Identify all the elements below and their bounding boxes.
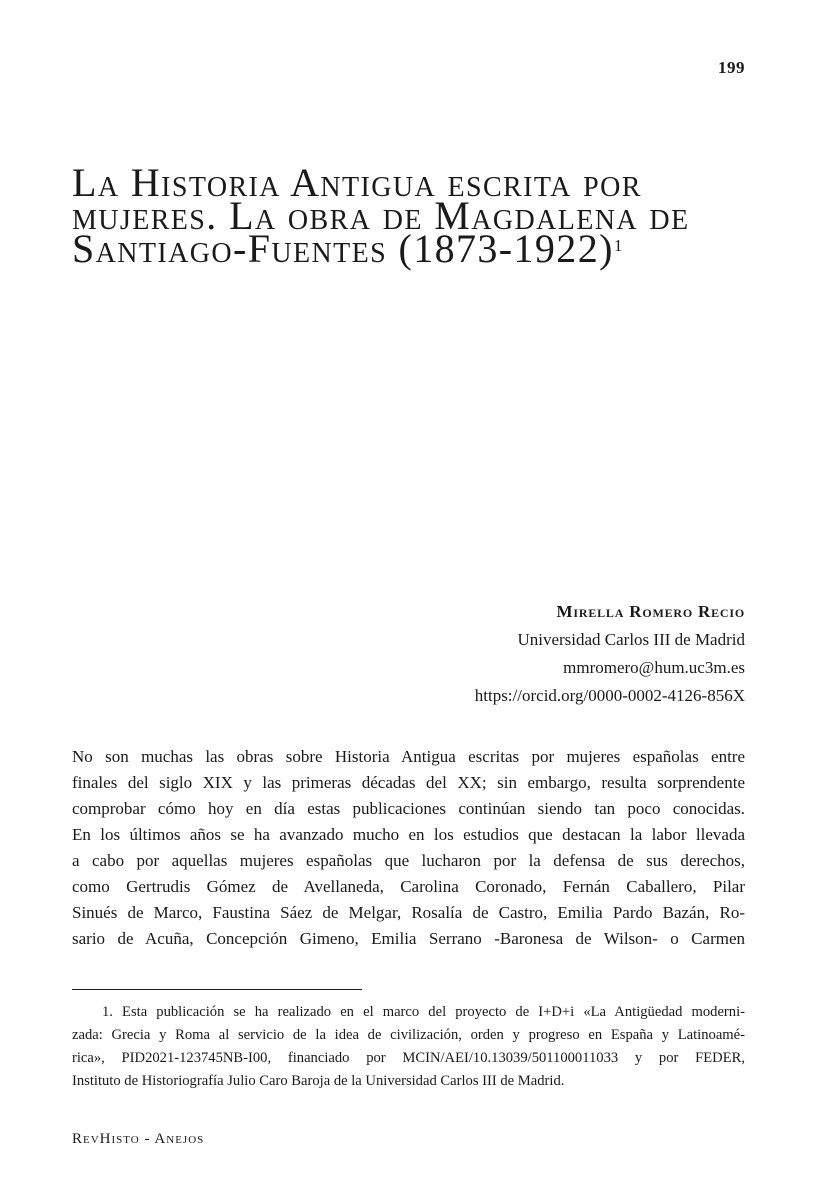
footnote-line: zada: Grecia y Roma al servicio de la idea de civilización, orden y progreso en España y Latinoamé- xyxy=(72,1027,745,1043)
abstract-line: En los últimos años se ha avanzado mucho en los estudios que destacan la labor llevada xyxy=(72,825,745,844)
author-block xyxy=(475,598,745,710)
footnote xyxy=(72,1001,745,1093)
footnote-line: Instituto de Historiografía Julio Caro Baroja de la Universidad Carlos III de Madrid. xyxy=(72,1073,565,1089)
running-footer: RevHisto - Anejos xyxy=(72,1131,205,1147)
author-orcid-link[interactable]: https://orcid.org/0000-0002-4126-856X xyxy=(474,686,745,705)
author-affiliation: Universidad Carlos III de Madrid xyxy=(517,630,745,649)
footnote-line: 1. Esta publicación se ha realizado en el marco del proyecto de I+D+i «La Antigüedad moderni- xyxy=(102,1004,745,1020)
title-line-text: Santiago-Fuentes (1873-1922) xyxy=(72,226,614,271)
author-name: Mirella Romero Recio xyxy=(556,602,745,621)
title-line: mujeres. La obra de Magdalena de xyxy=(72,193,690,238)
abstract-paragraph xyxy=(72,744,745,952)
title-line: La Historia Antigua escrita por xyxy=(72,160,642,205)
abstract-line: No son muchas las obras sobre Historia Antigua escritas por mujeres españolas entre xyxy=(72,747,745,766)
abstract-line: Sinués de Marco, Faustina Sáez de Melgar, Rosalía de Castro, Emilia Pardo Bazán, Ro- xyxy=(72,903,745,922)
abstract-line: finales del siglo XIX y las primeras décadas del XX; sin embargo, resulta sorprendente xyxy=(72,773,745,792)
footnote-line: rica», PID2021-123745NB-I00, financiado por MCIN/AEI/10.13039/501100011033 y por FEDER, xyxy=(72,1050,745,1066)
abstract-line: como Gertrudis Gómez de Avellaneda, Carolina Coronado, Fernán Caballero, Pilar xyxy=(72,877,745,896)
footnote-marker[interactable]: 1 xyxy=(613,236,623,255)
article-title xyxy=(72,160,752,271)
page-number: 199 xyxy=(718,58,745,77)
footnote-divider xyxy=(72,989,362,990)
abstract-line: a cabo por aquellas mujeres españolas que lucharon por la defensa de sus derechos, xyxy=(72,851,745,870)
abstract-line: comprobar cómo hoy en día estas publicaciones continúan siendo tan poco conocidas. xyxy=(72,799,745,818)
author-email[interactable]: mmromero@hum.uc3m.es xyxy=(563,658,745,677)
abstract-line: sario de Acuña, Concepción Gimeno, Emilia Serrano -Baronesa de Wilson- o Carmen xyxy=(72,929,745,948)
